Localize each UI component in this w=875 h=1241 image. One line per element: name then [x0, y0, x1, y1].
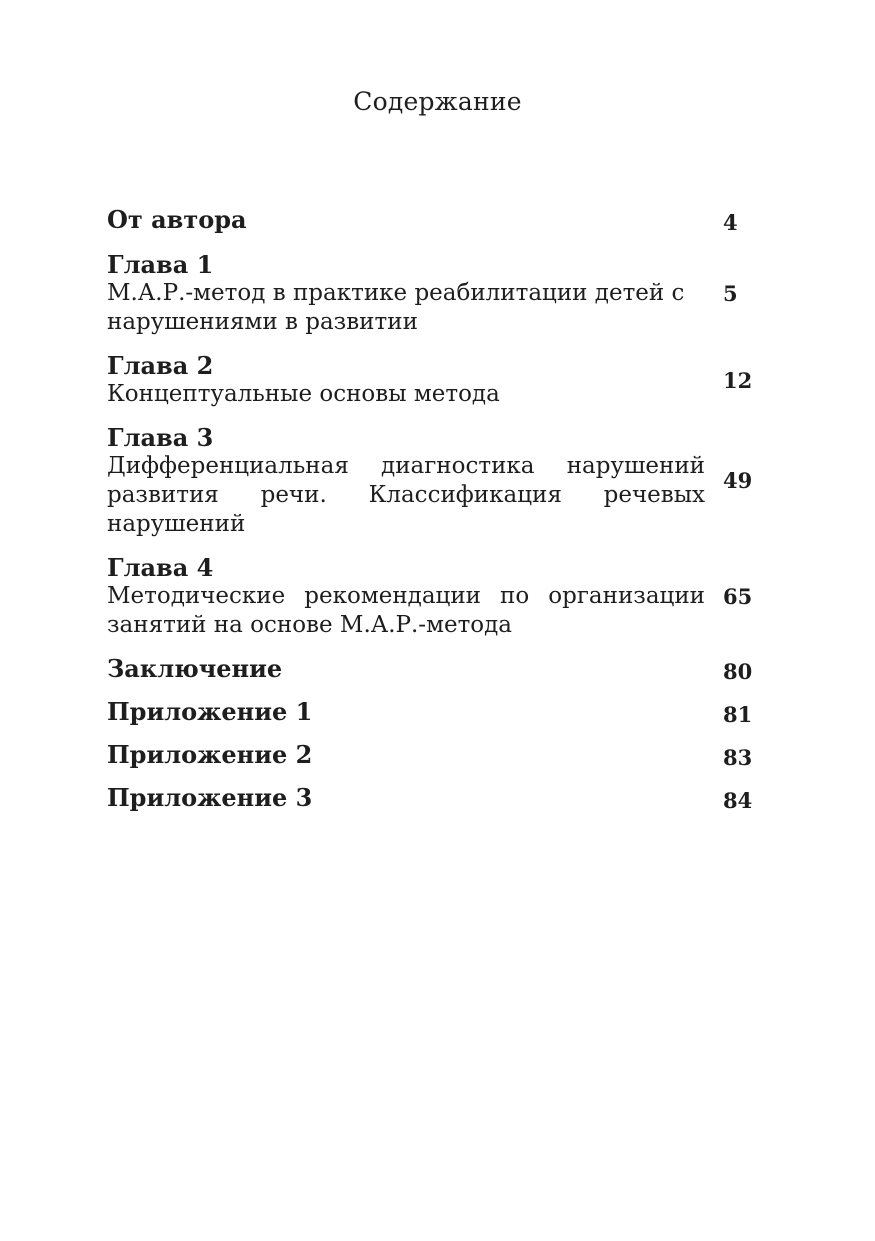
toc-entry-heading: Приложение 1: [107, 697, 313, 726]
toc-entry-heading: Приложение 2: [107, 740, 313, 769]
toc-entry-chapter-3[interactable]: [107, 423, 757, 539]
toc-entry-chapter-4[interactable]: [107, 553, 757, 640]
toc-entry-page-number: 5: [723, 281, 738, 306]
toc-entry-page-number: 49: [723, 468, 753, 493]
toc-entry-heading: Глава 2: [107, 351, 214, 380]
table-of-contents: [107, 205, 757, 812]
toc-entry-appendix-3[interactable]: [107, 783, 757, 812]
toc-entry-subtitle: Методические рекомендации по организации занятий на основе М.А.Р.-метода: [107, 583, 705, 638]
toc-entry-appendix-2[interactable]: [107, 740, 757, 769]
toc-entry-heading: Глава 3: [107, 423, 214, 452]
toc-entry-subtitle: Дифференциальная диагностика нарушений развития речи. Классификация речевых нарушений: [107, 453, 705, 537]
toc-entry-page-number: 83: [723, 745, 753, 770]
toc-entry-heading: Приложение 3: [107, 783, 313, 812]
toc-entry-from-author[interactable]: [107, 205, 757, 234]
toc-entry-page-number: 80: [723, 659, 753, 684]
toc-entry-page-number: 65: [723, 584, 753, 609]
toc-entry-page-number: 81: [723, 702, 753, 727]
toc-entry-heading: От автора: [107, 205, 247, 234]
toc-entry-chapter-2[interactable]: [107, 351, 757, 409]
toc-entry-subtitle: Концептуальные основы метода: [107, 381, 500, 407]
toc-entry-page-number: 84: [723, 788, 753, 813]
toc-entry-conclusion[interactable]: [107, 654, 757, 683]
toc-entry-heading: Глава 4: [107, 553, 214, 582]
page-title: Содержание: [353, 87, 522, 116]
toc-entry-heading: Глава 1: [107, 250, 214, 279]
toc-entry-page-number: 4: [723, 210, 738, 235]
toc-entry-subtitle: М.А.Р.-метод в практике реабилитации детей с нарушениями в развитии: [107, 280, 685, 335]
toc-entry-heading: Заключение: [107, 654, 283, 683]
toc-entry-chapter-1[interactable]: [107, 250, 757, 337]
toc-entry-page-number: 12: [723, 368, 753, 393]
toc-entry-appendix-1[interactable]: [107, 697, 757, 726]
